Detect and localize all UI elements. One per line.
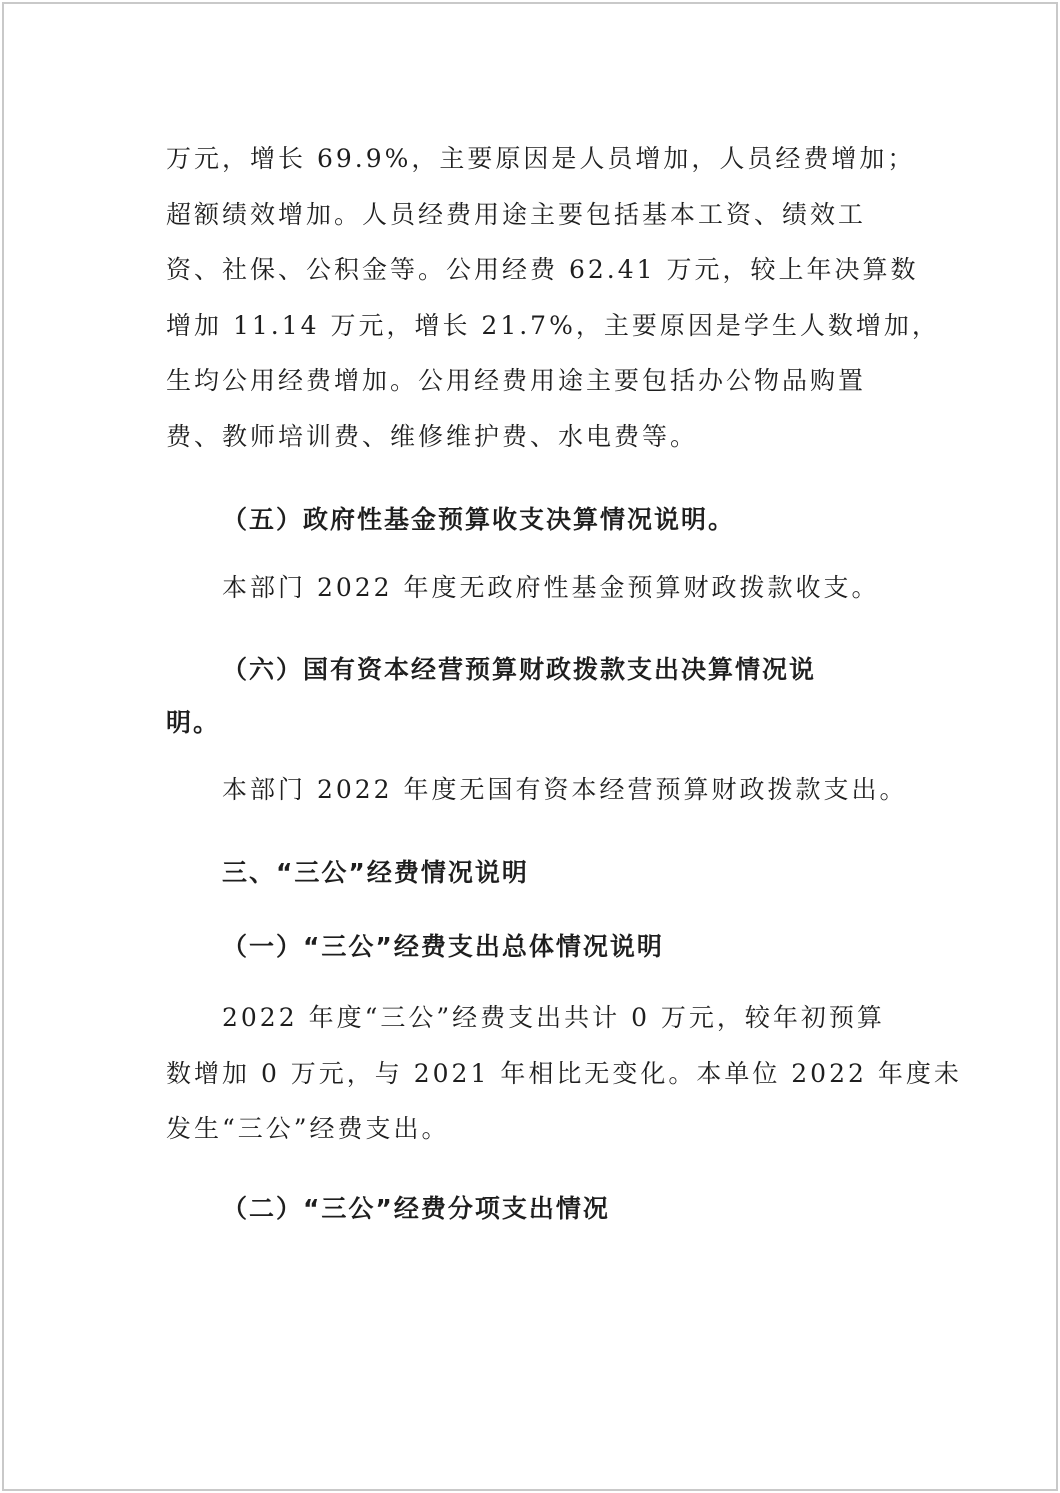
state-capital-paragraph: [166, 762, 908, 818]
text-line: 超额绩效增加。人员经费用途主要包括基本工资、绩效工: [166, 199, 867, 229]
text-line: 本部门 2022 年度无国有资本经营预算财政拨款支出。: [222, 775, 908, 804]
three-public-itemized-heading: [166, 1181, 898, 1237]
heading-line: （六）国有资本经营预算财政拨款支出决算情况说: [222, 655, 817, 684]
heading-line: （二）“三公”经费分项支出情况: [222, 1194, 610, 1223]
text-line: 万元，增长 69.9%，主要原因是人员增加，人员经费增加；: [166, 144, 916, 173]
three-public-overall-heading: [166, 919, 898, 975]
text-line: 发生“三公”经费支出。: [166, 1114, 450, 1143]
text-line: 资、社保、公积金等。公用经费 62.41 万元，较上年决算数: [166, 255, 919, 284]
text-line: 数增加 0 万元，与 2021 年相比无变化。本单位 2022 年度未: [166, 1058, 962, 1088]
text-line: 生均公用经费增加。公用经费用途主要包括办公物品购置: [166, 366, 867, 395]
heading-line: 明。: [166, 707, 221, 737]
text-line: 2022 年度“三公”经费支出共计 0 万元，较年初预算: [222, 1003, 885, 1032]
text-line: 费、教师培训费、维修维护费、水电费等。: [166, 421, 699, 451]
government-fund-heading: [166, 492, 898, 548]
expenditure-paragraph: [166, 131, 940, 464]
three-public-paragraph: [166, 990, 962, 1157]
section-3-heading: [166, 845, 898, 901]
government-fund-paragraph: [166, 560, 898, 616]
heading-line: 三、“三公”经费情况说明: [222, 858, 529, 887]
heading-line: （一）“三公”经费支出总体情况说明: [222, 932, 664, 961]
state-capital-heading: [166, 642, 898, 750]
text-line: 增加 11.14 万元，增长 21.7%，主要原因是学生人数增加，: [166, 310, 940, 340]
heading-line: （五）政府性基金预算收支决算情况说明。: [222, 505, 736, 534]
text-line: 本部门 2022 年度无政府性基金预算财政拨款收支。: [222, 573, 880, 602]
